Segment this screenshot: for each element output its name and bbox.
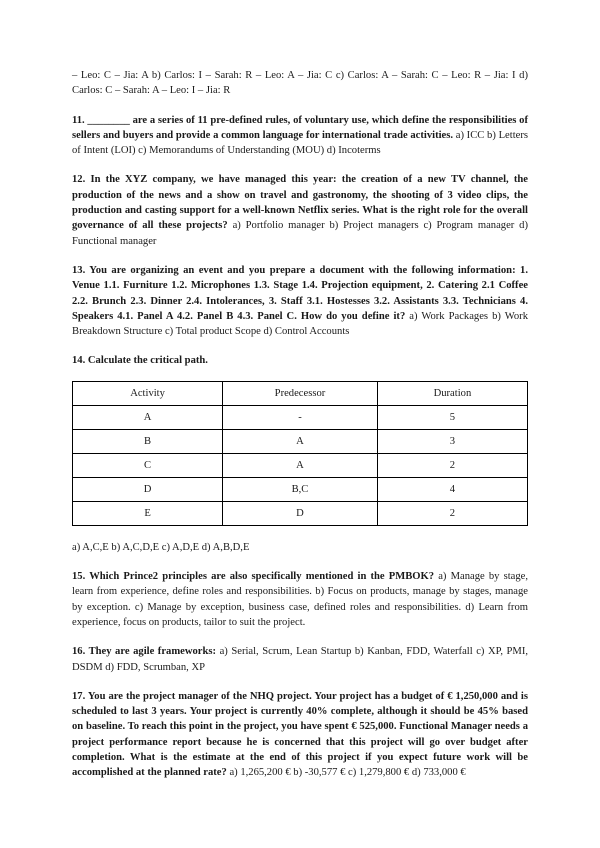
cell-predecessor: -	[223, 405, 378, 429]
question-14	[72, 353, 528, 368]
question-16	[72, 644, 528, 675]
question-11-options: a) ICC b) Letters of Intent (LOI) c) Memorandums of Understanding (MOU) d) Incoterms	[72, 129, 528, 157]
question-14-text: 14. Calculate the critical path.	[72, 355, 208, 367]
question-13-options: a) Work Packages b) Work Breakdown Structure c) Total product Scope d) Control Accounts	[72, 310, 528, 338]
table-row	[73, 501, 528, 525]
question-12-options: a) Portfolio manager b) Project managers c) Program manager d) Functional manager	[72, 220, 529, 247]
header-duration: Duration	[377, 381, 527, 405]
cell-activity: D	[73, 477, 223, 501]
cell-predecessor: A	[223, 453, 378, 477]
document-page	[72, 68, 528, 795]
question-15-text: 15. Which Prince2 principles are also specifically mentioned in the PMBOK?	[72, 571, 435, 583]
table-row	[73, 429, 528, 453]
question-13-text: 13. You are organizing an event and you prepare a document with the following information: 1. Venue 1.1. Furniture 1.2. Microphones 1.3. Stage 1.4. Projection equipment, 2. Catering 2.1 Coffee 2.2. Brunch 2.3. Dinner 2.4. Intolerances, 3. Staff 3.1. Hostesses 3.2. Assistants 3.3. Technicians 4. Speakers 4.1. Panel A 4.2. Panel B 4.3. Panel C. How do you define it?	[72, 264, 528, 322]
cell-activity: B	[73, 429, 223, 453]
question-11	[72, 113, 528, 159]
critical-path-table-wrapper	[72, 381, 528, 526]
cell-duration: 2	[377, 501, 527, 525]
question-15	[72, 569, 528, 630]
cell-predecessor: B,C	[223, 477, 378, 501]
cell-duration: 5	[377, 405, 527, 429]
question-14-options: a) A,C,E b) A,C,D,E c) A,D,E d) A,B,D,E	[72, 541, 250, 553]
cell-predecessor: D	[223, 501, 378, 525]
table-header-row	[73, 381, 528, 405]
question-11-text: 11. ________ are a series of 11 pre-defined rules, of voluntary use, which define the responsibilities of sellers and buyers and provide a common language for international trade activities.	[72, 114, 528, 141]
question-17	[72, 689, 528, 781]
table-row	[73, 453, 528, 477]
header-activity: Activity	[73, 381, 223, 405]
table-row	[73, 405, 528, 429]
cell-activity: E	[73, 501, 223, 525]
question-16-options: a) Serial, Scrum, Lean Startup b) Kanban, FDD, Waterfall c) XP, PMI, DSDM d) FDD, Scrumban, XP	[72, 646, 528, 673]
table-row	[73, 477, 528, 501]
cell-activity: C	[73, 453, 223, 477]
question-13	[72, 263, 528, 339]
cell-duration: 2	[377, 453, 527, 477]
header-predecessor: Predecessor	[223, 381, 378, 405]
question-15-options: a) Manage by stage, learn from experience, define roles and responsibilities. b) Focus on products, manage by stages, manage by exception. c) Manage by exception, business case, defined roles and responsibilities. d) Learn from experience, focus on products, tailor to suit the project.	[72, 571, 528, 628]
question-12-text: 12. In the XYZ company, we have managed this year: the creation of a new TV channel, the production of the news and a show on travel and gastronomy, the shooting of 3 video clips, the production and casting support for a well-known Netflix series. What is the right role for the overall governance of all these projects?	[72, 174, 528, 232]
question-16-text: 16. They are agile frameworks:	[72, 646, 217, 658]
intro-options: – Leo: C – Jia: A b) Carlos: I – Sarah: R – Leo: A – Jia: C c) Carlos: A – Sarah: C – Leo: R – Jia: I d) Carlos: C – Sarah: A – Leo: I – Jia: R	[72, 70, 528, 97]
critical-path-table	[72, 381, 528, 526]
cell-predecessor: A	[223, 429, 378, 453]
question-17-options: a) 1,265,200 € b) -30,577 € c) 1,279,800 € d) 733,000 €	[226, 767, 466, 779]
cell-activity: A	[73, 405, 223, 429]
cell-duration: 3	[377, 429, 527, 453]
question-12	[72, 172, 528, 248]
cell-duration: 4	[377, 477, 527, 501]
question-17-text: 17. You are the project manager of the NHQ project. Your project has a budget of € 1,250,000 and is scheduled to last 3 years. Your project is currently 40% complete, although it should be 45% based on baseline. To reach this point in the project, you have spent € 525,000. Functional Manager needs a project performance report because he is concerned that this project will go over budget after completion. What is the estimate at the end of this project if you expect future work will be accomplished at the planned rate?	[72, 690, 528, 779]
